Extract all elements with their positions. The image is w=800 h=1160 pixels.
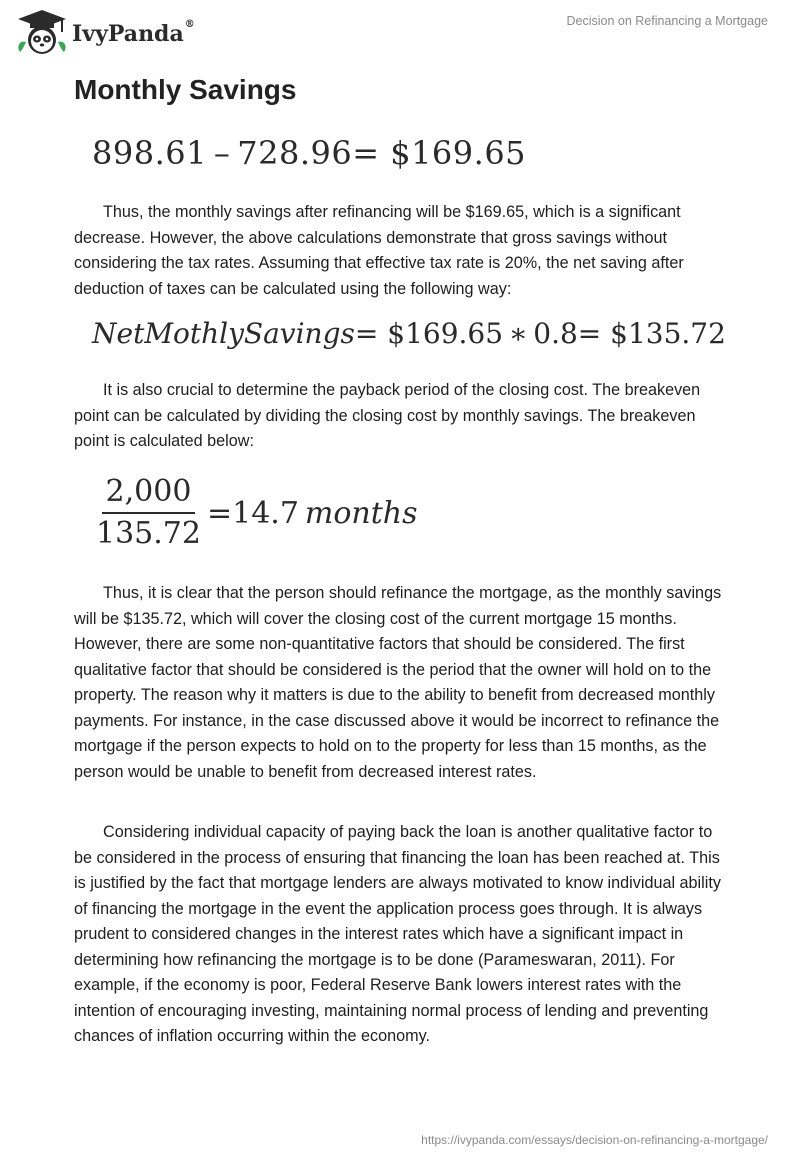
net-savings-formula <box>92 317 726 350</box>
source-url-link[interactable]: https://ivypanda.com/essays/decision-on-refinancing-a-mortgage/ <box>421 1133 768 1147</box>
brand-logo[interactable] <box>14 8 195 58</box>
paragraph-4: Considering individual capacity of paying back the loan is another qualitative factor to be considered in the process of ensuring that financing the loan has been reached at. This is justified by the fact that mortgage lenders are always motivated to know individual ability of financing the mortgage in the event the application process goes through. It is always prudent to considered changes in the interest rates which have a significant impact in determining how refinancing the mortgage is to be done (Parameswaran, 2011). For example, if the economy is poor, Federal Reserve Bank lowers interest rates with the intention of encouraging investing, maintaining normal process of lending and preventing chances of inflation occurring within the economy. <box>74 823 721 1045</box>
paragraph-2: It is also crucial to determine the payback period of the closing cost. The breakeven point can be calculated by dividing the closing cost by monthly savings. The breakeven point is calculated below: <box>74 381 701 450</box>
net-savings-calc: = $169.65 ∗ 0.8= $135.72 <box>354 317 726 350</box>
page-header <box>0 0 800 62</box>
brand-name: IvyPanda® <box>72 19 195 47</box>
breakeven-denominator: 135.72 <box>96 516 201 551</box>
monthly-savings-formula: 898.61 – 728.96= $169.65 <box>92 134 527 172</box>
breakeven-formula <box>92 474 418 552</box>
net-savings-label: NetMothlySavings <box>92 317 355 350</box>
breakeven-unit: months <box>304 495 418 531</box>
paragraph-1: Thus, the monthly savings after refinancing will be $169.65, which is a significant decrease. However, the above calculations demonstrate that gross savings without considering the tax rates. Assuming that effective tax rate is 20%, the net saving after deduction of taxes can be calculated using the following way: <box>74 203 684 298</box>
breakeven-fraction <box>92 474 205 552</box>
breakeven-result: =14.7 <box>206 495 305 531</box>
breakeven-numerator: 2,000 <box>102 474 196 514</box>
section-heading: Monthly Savings <box>74 74 297 105</box>
document-title: Decision on Refinancing a Mortgage <box>566 14 768 28</box>
paragraph-3: Thus, it is clear that the person should refinance the mortgage, as the monthly savings will be $135.72, which will cover the closing cost of the current mortgage 15 months. However, there are some non-quantitative factors that should be considered. The first qualitative factor that should be considered is the period that the owner will hold on to the property. The reason why it matters is due to the ability to benefit from decreased monthly payments. For instance, in the case discussed above it would be incorrect to refinance the mortgage if the person expects to hold on to the property for less than 15 months, as the person would be unable to benefit from decreased interest rates. <box>74 584 722 781</box>
panda-graduate-logo-icon <box>14 8 70 58</box>
